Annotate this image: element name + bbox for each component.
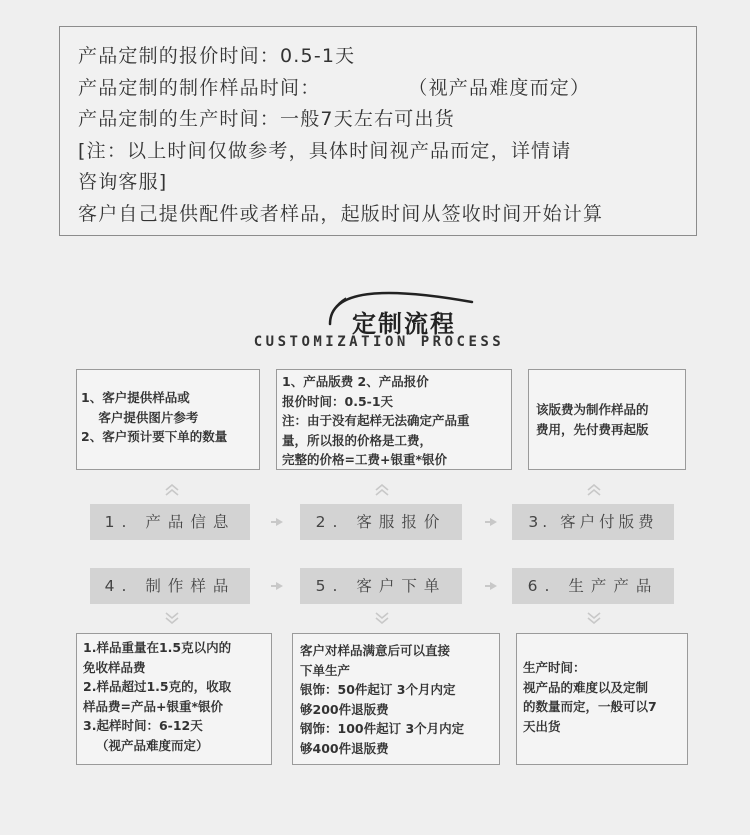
info-box	[59, 26, 697, 236]
info-line-customer-parts: 客户自己提供配件或者样品，起版时间从签收时间开始计算	[78, 202, 604, 225]
arrow-right-icon	[276, 582, 283, 590]
chevron-up-icon	[586, 484, 602, 496]
note-line: 钢饰：100件起订 3个月内定	[300, 721, 465, 736]
chevron-down-icon	[374, 612, 390, 624]
info-line-sample-time-note: （视产品难度而定）	[408, 76, 591, 99]
arrow-right-icon	[276, 518, 283, 526]
note-quote	[276, 369, 512, 470]
step-production: 6. 生产产品	[512, 568, 674, 604]
note-line: 量，所以报的价格是工费，	[282, 432, 433, 448]
arrow-right-icon	[490, 518, 497, 526]
note-order-terms	[292, 633, 500, 765]
note-line: 客户对样品满意后可以直接	[300, 643, 451, 658]
note-line: （视产品难度而定）	[83, 737, 209, 753]
chevron-up-icon	[164, 484, 180, 496]
page-title: 定制流程	[352, 310, 456, 338]
section-header	[0, 282, 750, 352]
note-line: 报价时间：0.5-1天	[282, 393, 394, 409]
note-line: 下单生产	[300, 662, 351, 678]
note-line: 视产品的难度以及定制	[523, 679, 649, 695]
chevron-down-icon	[164, 612, 180, 624]
note-line: 费用，先付费再起版	[536, 421, 649, 437]
info-line-note: [注：以上时间仅做参考，具体时间视产品而定，详情请	[78, 139, 572, 162]
note-line: 2.样品超过1.5克的，收取	[83, 679, 232, 694]
info-line-sample-time-label: 产品定制的制作样品时间：	[78, 76, 321, 99]
note-line: 该版费为制作样品的	[536, 402, 649, 417]
note-line: 注：由于没有起样无法确定产品重	[282, 413, 470, 428]
step-product-info: 1. 产品信息	[90, 504, 250, 540]
note-line: 生产时间：	[523, 660, 586, 675]
chevron-up-icon	[374, 484, 390, 496]
note-production-time	[516, 633, 688, 765]
note-sample-fee	[528, 369, 686, 470]
info-line-note-cont: 咨询客服]	[78, 171, 168, 193]
note-line: 完整的价格=工费+银重*银价	[282, 452, 447, 467]
note-line: 样品费=产品+银重*银价	[83, 698, 223, 714]
note-sample-cost	[76, 633, 272, 765]
step-place-order: 5. 客户下单	[300, 568, 462, 604]
note-product-info	[76, 369, 260, 470]
page-subtitle: CUSTOMIZATION PROCESS	[253, 334, 505, 350]
note-line: 2、客户预计要下单的数量	[81, 429, 228, 444]
step-make-sample: 4. 制作样品	[90, 568, 250, 604]
note-line: 1、产品版费 2、产品报价	[282, 374, 429, 389]
note-line: 够400件退版费	[300, 740, 389, 756]
info-line-sample-time	[78, 73, 696, 105]
note-line: 1、客户提供样品或	[81, 390, 190, 405]
note-line: 客户提供图片参考	[81, 409, 199, 425]
info-line-quote-time: 产品定制的报价时间：0.5-1天	[78, 45, 356, 67]
step-pay-sample-fee: 3. 客户付版费	[512, 504, 674, 540]
note-line: 银饰：50件起订 3个月内定	[300, 682, 456, 697]
chevron-down-icon	[586, 612, 602, 624]
info-line-production-time: 产品定制的生产时间：一般7天左右可出货	[78, 108, 455, 130]
step-quote: 2. 客服报价	[300, 504, 462, 540]
note-line: 的数量而定，一般可以7	[523, 699, 657, 714]
note-line: 1.样品重量在1.5克以内的	[83, 640, 232, 655]
note-line: 3.起样时间：6-12天	[83, 718, 203, 733]
note-line: 免收样品费	[83, 659, 146, 675]
note-line: 够200件退版费	[300, 701, 389, 717]
note-line: 天出货	[523, 718, 561, 734]
arrow-right-icon	[490, 582, 497, 590]
